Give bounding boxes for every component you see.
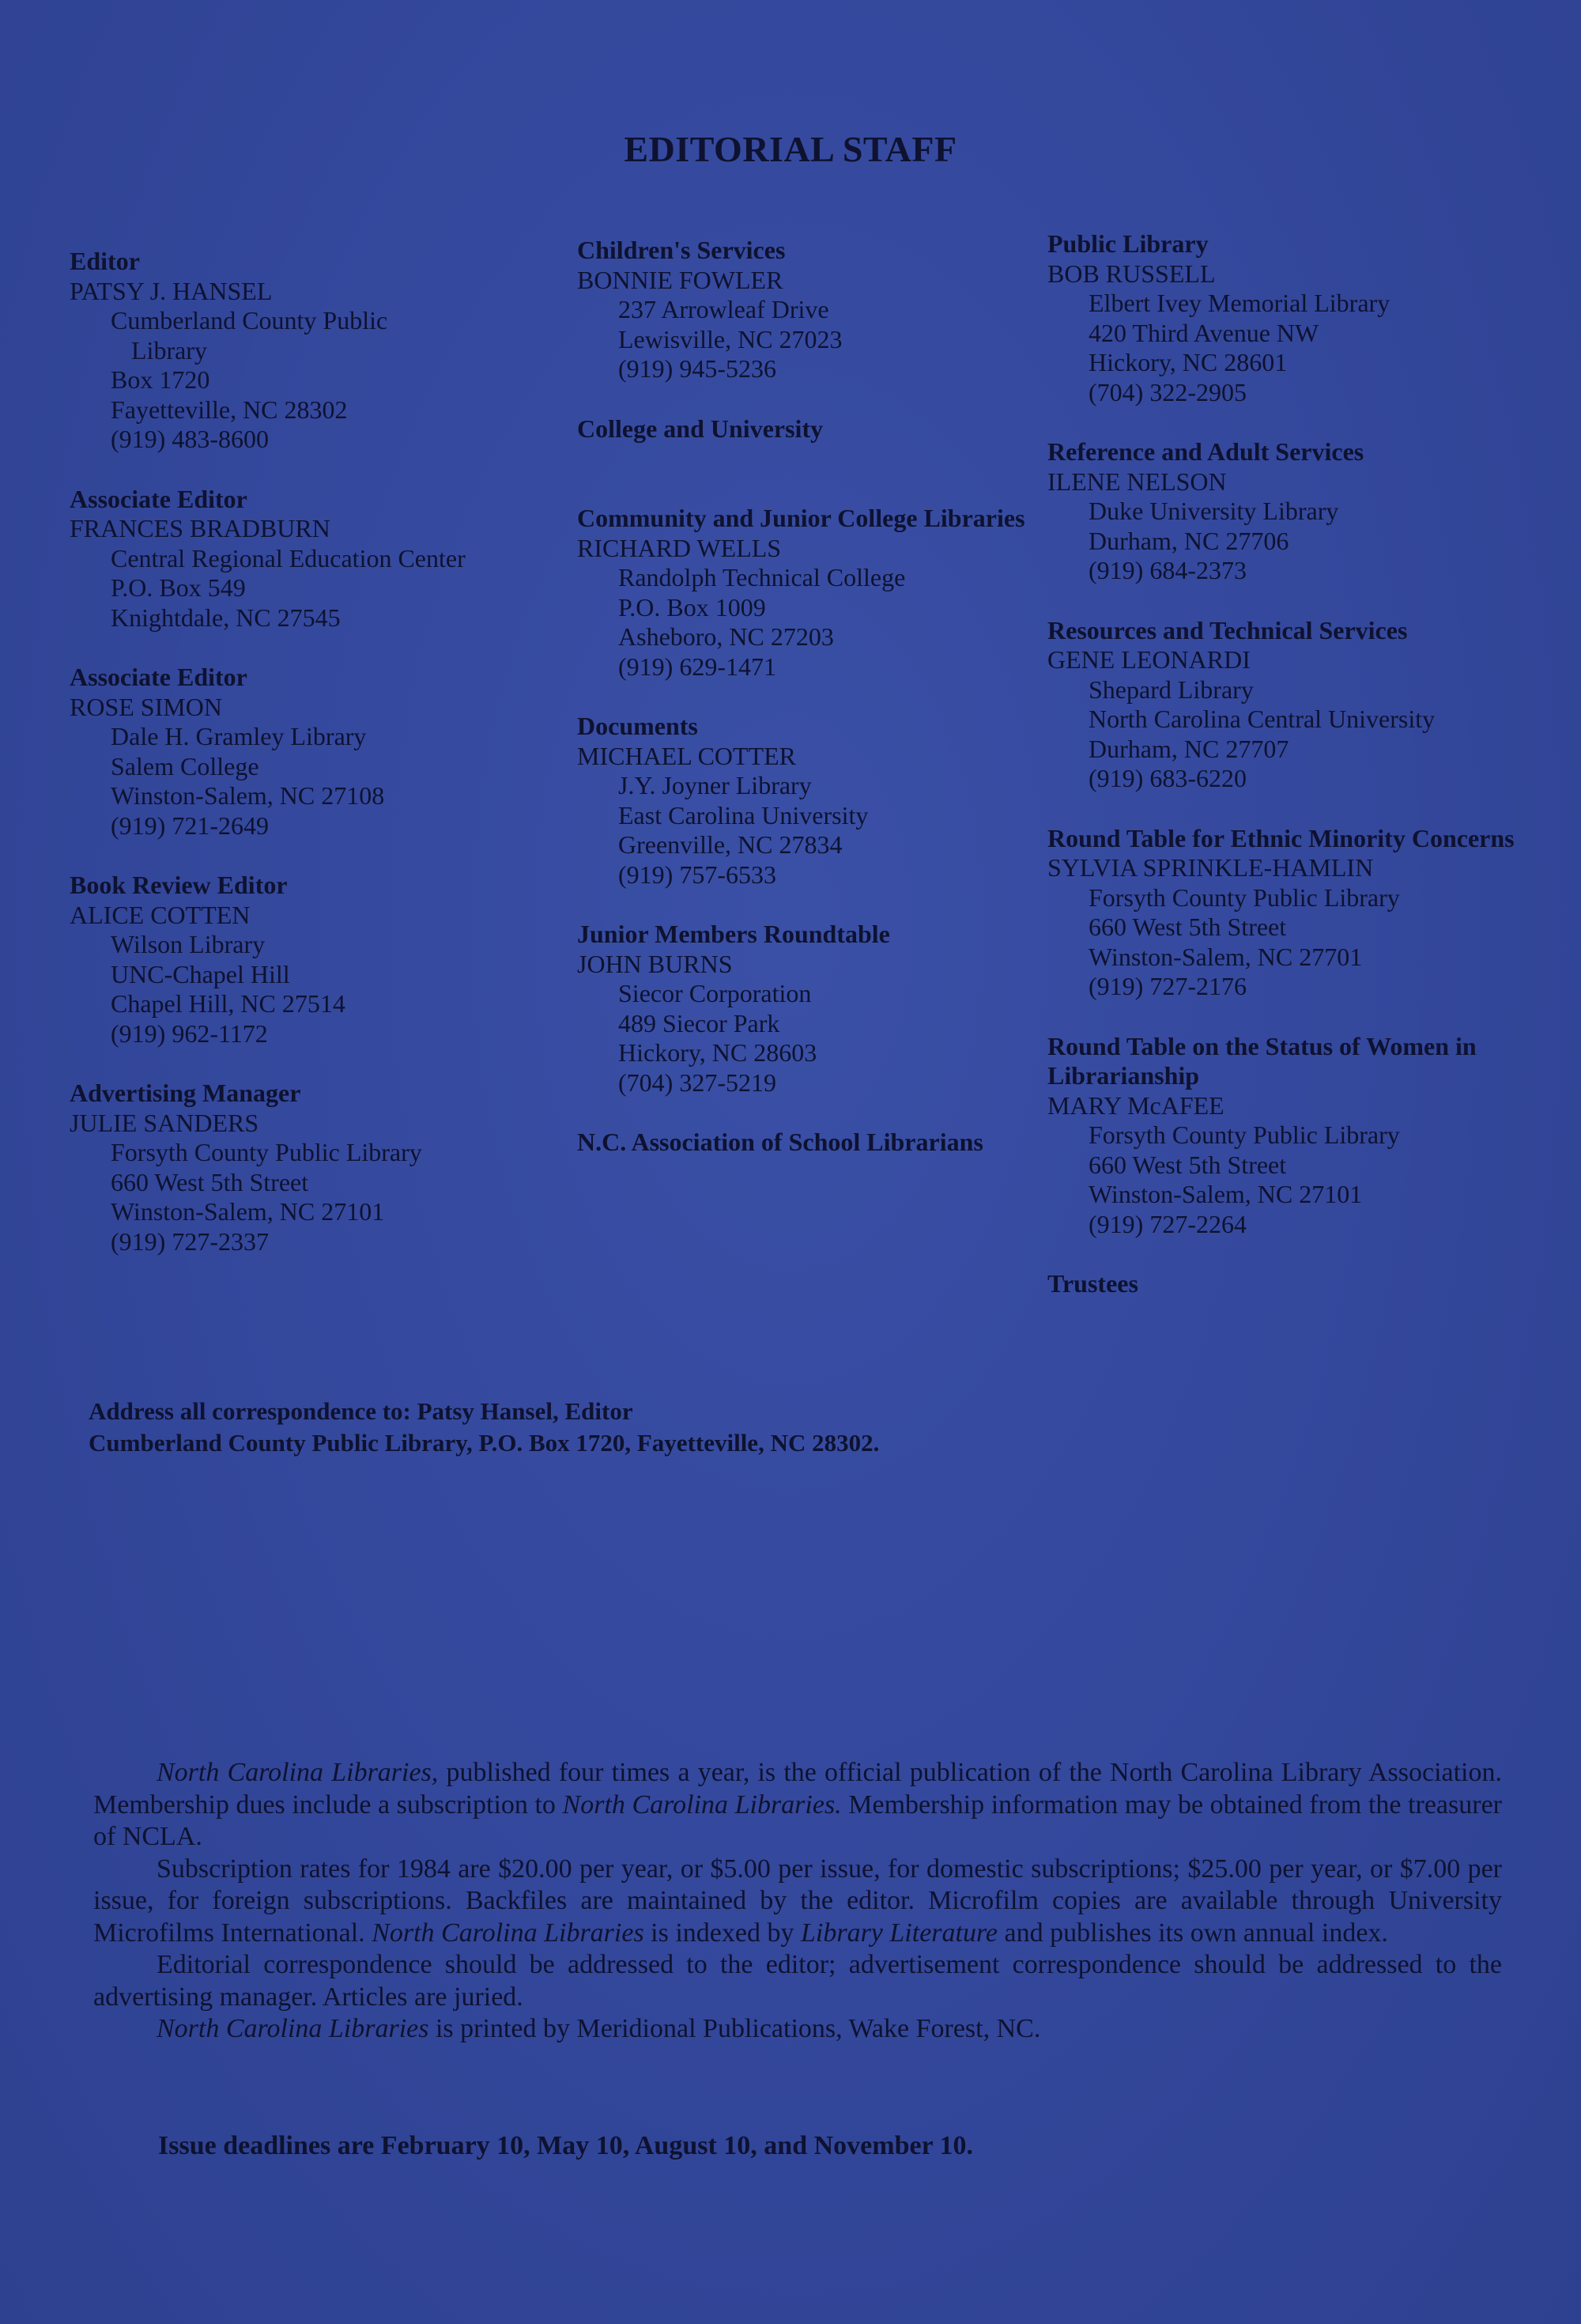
address-line: 660 West 5th Street [1089,1150,1287,1179]
address-line: Randolph Technical College [618,563,906,591]
staff-name: RICHARD WELLS [577,533,782,562]
address-line: North Carolina Central University [1089,705,1436,733]
staff-entry [70,247,560,455]
correspondence-line-1: Address all correspondence to: Patsy Hansel, Editor [89,1397,633,1425]
address-line: Asheboro, NC 27203 [618,622,834,651]
address-line: P.O. Box 549 [111,573,246,602]
publication-text: Membership information may be obtained from the treasurer of NCLA. [93,1789,1502,1851]
address-line: 660 West 5th Street [1089,913,1287,941]
staff-name: ROSE SIMON [70,692,222,721]
staff-name: BOB RUSSELL [1047,259,1216,288]
correspondence-note [89,1396,1195,1459]
address-line: (919) 945-5236 [618,354,776,383]
publication-title: North Carolina Libraries. [562,1789,842,1820]
staff-address [70,306,560,455]
publication-title: North Carolina Libraries, [157,1758,439,1787]
staff-entry [577,1128,1051,1158]
staff-entry [1047,824,1569,1002]
address-line: (919) 629-1471 [618,652,776,681]
staff-role: Reference and Adult Services [1047,437,1364,466]
staff-entry [1047,1269,1569,1299]
address-line: Durham, NC 27707 [1089,734,1289,763]
address-line: Forsyth County Public Library [1089,1120,1400,1149]
staff-role: Junior Members Roundtable [577,920,890,948]
address-line: (919) 684-2373 [1089,556,1247,584]
staff-role: College and University [577,414,824,443]
address-line: Dale H. Gramley Library [111,722,367,750]
staff-address [1047,883,1569,1002]
publication-text: is printed by Meridional Publications, Wake Forest, NC. [428,2014,1041,2043]
staff-entry [577,920,1051,1098]
page-title: EDITORIAL STAFF [624,129,957,169]
address-line: Hickory, NC 28603 [618,1038,817,1067]
publication-text: Subscription rates for 1984 are $20.00 per year, or $5.00 per issue, for domestic subscriptions; $25.00 per year, or $7.00 per issue, for foreign subscriptions. Backfiles are maintained by the editor. Microfilm copies are available through University Microfilms International. [93,1854,1502,1948]
publication-paragraph-3: Editorial correspondence should be addressed to the editor; advertisement correspondence should be addressed to the advertising manager. Articles are juried. [93,1950,1502,2012]
staff-entry [70,871,560,1049]
staff-name: ILENE NELSON [1047,467,1227,496]
address-line: Duke University Library [1089,497,1339,525]
address-line: (919) 727-2176 [1089,972,1247,1000]
staff-address [577,979,1051,1098]
address-line: Fayetteville, NC 28302 [111,395,348,424]
staff-name: SYLVIA SPRINKLE-HAMLIN [1047,853,1374,882]
address-line: UNC-Chapel Hill [111,959,290,988]
issue-deadlines: Issue deadlines are February 10, May 10, August 10, and November 10. [158,2131,974,2160]
address-line: P.O. Box 1009 [618,592,766,622]
staff-role: Advertising Manager [70,1079,301,1107]
staff-role: Associate Editor [70,484,247,513]
address-line: Winston-Salem, NC 27701 [1089,942,1363,971]
staff-entry [70,485,560,633]
publication-info [93,1757,1502,2046]
address-line: (919) 683-6220 [1089,764,1247,792]
staff-address [1047,675,1569,794]
staff-role: N.C. Association of School Librarians [577,1128,983,1156]
address-line: East Carolina University [618,800,869,829]
staff-address [577,295,1051,384]
address-line: 489 Siecor Park [618,1008,780,1037]
address-line: (919) 727-2337 [111,1226,269,1256]
staff-name: BONNIE FOWLER [577,265,783,294]
staff-name: ALICE COTTEN [70,900,251,929]
staff-role: Documents [577,712,698,740]
staff-role: Children's Services [577,236,786,264]
staff-name: PATSY J. HANSEL [70,276,273,305]
address-line: 420 Third Avenue NW [1089,318,1319,347]
staff-name: MICHAEL COTTER [577,741,797,770]
staff-role: Resources and Technical Services [1047,615,1408,644]
staff-entry [1047,1032,1569,1240]
staff-address [1047,289,1569,407]
publication-paragraph-1 [93,1757,1502,1854]
address-line: (919) 721-2649 [111,811,269,840]
address-line: Knightdale, NC 27545 [111,603,341,632]
staff-entry [577,504,1051,682]
staff-entry [577,236,1051,384]
address-line: Cumberland County Public [111,306,388,334]
address-line: Forsyth County Public Library [1089,882,1400,912]
publication-text: is indexed by [643,1918,801,1948]
address-line: Durham, NC 27706 [1089,526,1289,555]
address-line: Greenville, NC 27834 [618,830,843,859]
staff-name: JOHN BURNS [577,949,733,978]
staff-entry [70,1079,560,1256]
correspondence-line-2: Cumberland County Public Library, P.O. Box 1720, Fayetteville, NC 28302. [89,1429,880,1457]
publication-paragraph-4 [93,2013,1502,2046]
staff-role: Trustees [1047,1269,1138,1298]
staff-name: MARY McAFEE [1047,1090,1224,1120]
staff-address [1047,497,1569,586]
address-line: Library [131,335,207,365]
address-line: Lewisville, NC 27023 [618,324,843,353]
staff-address [70,722,560,841]
address-line: 237 Arrowleaf Drive [618,295,829,323]
address-line: Siecor Corporation [618,979,812,1007]
address-line: (919) 962-1172 [111,1018,268,1048]
address-line: Chapel Hill, NC 27514 [111,989,345,1018]
address-line: Winston-Salem, NC 27101 [1089,1180,1363,1208]
publication-paragraph-2 [93,1854,1502,1950]
staff-role: Round Table on the Status of Women in Librarianship [1047,1031,1477,1090]
staff-entry [70,663,560,841]
address-line: Box 1720 [111,365,210,394]
address-line: (919) 727-2264 [1089,1209,1247,1238]
staff-role: Round Table for Ethnic Minority Concerns [1047,823,1515,852]
staff-name: FRANCES BRADBURN [70,514,330,542]
publication-title: North Carolina Libraries [157,2014,429,2043]
staff-address [70,930,560,1049]
address-line: Central Regional Education Center [111,543,466,572]
staff-entry [577,712,1051,890]
index-title: Library Literature [800,1918,998,1948]
staff-column-2 [577,236,1051,1218]
address-line: 660 West 5th Street [111,1167,309,1196]
staff-role: Community and Junior College Libraries [577,504,1025,532]
staff-address [577,771,1051,890]
address-line: (919) 757-6533 [618,860,776,889]
address-line: (704) 327-5219 [618,1068,776,1097]
staff-address [70,1138,560,1256]
address-line: Salem College [111,751,259,780]
publication-title: North Carolina Libraries [372,1918,644,1948]
address-line: Elbert Ivey Memorial Library [1089,289,1390,317]
staff-role: Book Review Editor [70,871,288,899]
staff-entry [1047,229,1569,407]
staff-role: Editor [70,247,140,275]
staff-address [577,563,1051,682]
staff-role: Public Library [1047,229,1209,258]
staff-address [70,544,560,633]
publication-text: and publishes its own annual index. [998,1918,1388,1948]
address-line: Winston-Salem, NC 27101 [111,1197,385,1226]
staff-role: Associate Editor [70,663,247,691]
address-line: Forsyth County Public Library [111,1138,422,1166]
staff-entry [577,414,1051,444]
staff-name: JULIE SANDERS [70,1108,259,1137]
address-line: Hickory, NC 28601 [1089,348,1288,376]
address-line: (919) 483-8600 [111,425,269,453]
staff-entry [1047,437,1569,586]
staff-column-3 [1047,229,1569,1359]
address-line: Wilson Library [111,930,266,958]
address-line: J.Y. Joyner Library [618,771,812,799]
staff-column-1 [70,247,560,1287]
publication-text: published four times a year, is the official publication of the North Carolina Library Association. Membership dues include a subscription to [93,1758,1502,1820]
address-line: (704) 322-2905 [1089,377,1247,406]
staff-name: GENE LEONARDI [1047,645,1251,674]
staff-entry [1047,616,1569,794]
address-line: Shepard Library [1089,675,1254,704]
address-line: Winston-Salem, NC 27108 [111,781,385,810]
staff-address [1047,1120,1569,1239]
